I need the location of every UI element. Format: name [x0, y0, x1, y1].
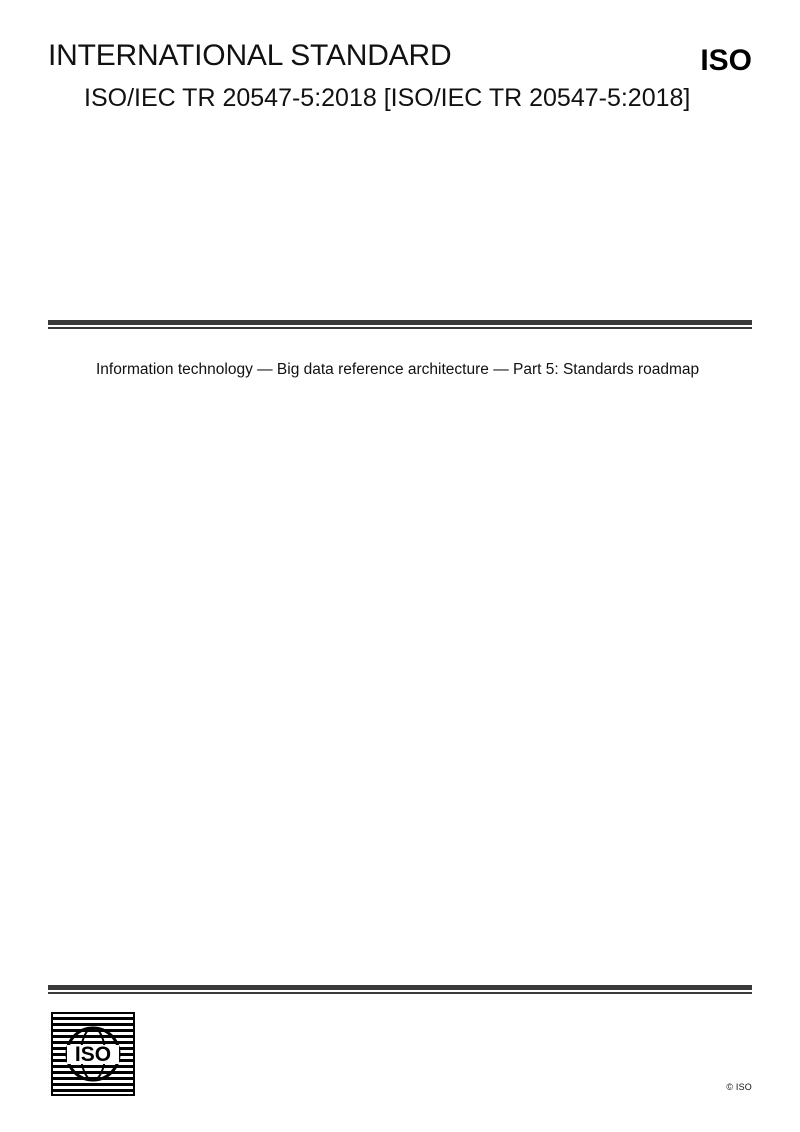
copyright-notice: © ISO: [726, 1082, 752, 1092]
divider-thin-line: [48, 327, 752, 329]
divider-thick-line: [48, 985, 752, 990]
document-type-label: INTERNATIONAL STANDARD: [48, 39, 452, 72]
iso-globe-logo-icon: [51, 1012, 135, 1096]
top-divider-rule: [48, 320, 752, 329]
document-number: ISO/IEC TR 20547-5:2018 [ISO/IEC TR 20547-5:2018]: [84, 84, 691, 112]
bottom-divider-rule: [48, 985, 752, 994]
document-title: Information technology — Big data reference architecture — Part 5: Standards roadmap: [96, 361, 700, 378]
divider-thick-line: [48, 320, 752, 325]
divider-thin-line: [48, 992, 752, 994]
svg-text:ISO: ISO: [74, 1043, 112, 1066]
cover-header: [0, 0, 800, 160]
iso-wordmark: ISO: [700, 44, 752, 77]
